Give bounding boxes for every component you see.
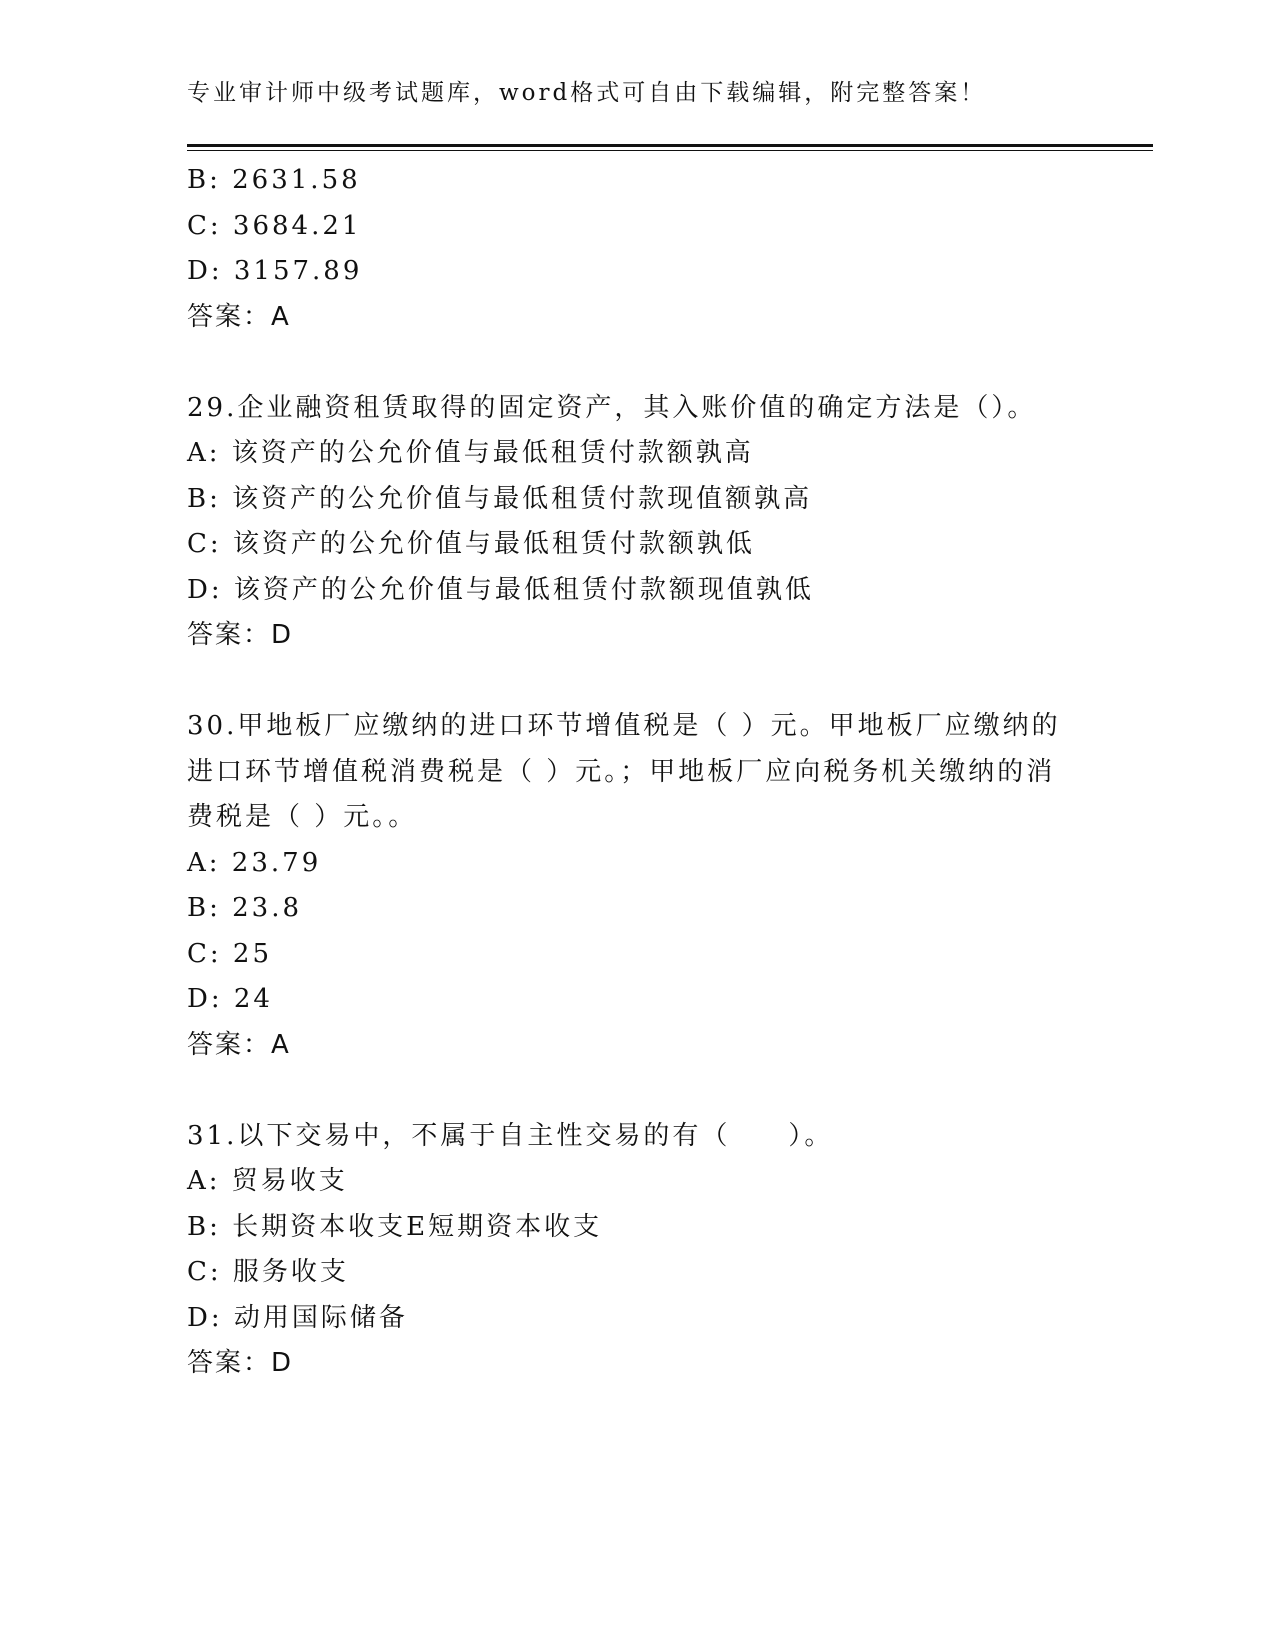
- question-stem: 31.以下交易中，不属于自主性交易的有（ ）。: [187, 1120, 834, 1151]
- spacer: [187, 1068, 1087, 1114]
- option-a: A: 贸易收支: [187, 1166, 348, 1196]
- spacer: [187, 659, 1087, 705]
- question-stem: 29.企业融资租赁取得的固定资产，其入账价值的确定方法是（）。: [187, 392, 1037, 423]
- question-stem-line-2: 进口环节增值税消费税是（ ）元。；甲地板厂应向税务机关缴纳的消: [187, 756, 1056, 787]
- option-d: D: 该资产的公允价值与最低租赁付款额现值孰低: [187, 574, 814, 605]
- option-d: D: 24: [187, 984, 273, 1014]
- option-c: C: 服务收支: [187, 1257, 349, 1287]
- option-d: D: 3157.89: [187, 256, 363, 286]
- answer-line: 答案：A: [187, 1029, 291, 1060]
- header-rule-thick: [187, 144, 1153, 147]
- option-c: C: 25: [187, 938, 273, 969]
- spacer: [187, 340, 1087, 386]
- answer-line: 答案：D: [187, 1348, 294, 1378]
- question-31: [187, 1114, 1087, 1387]
- answer-line: 答案：A: [187, 301, 291, 332]
- option-a: A: 该资产的公允价值与最低租赁付款额孰高: [187, 438, 754, 468]
- option-b: B: 23.8: [187, 893, 303, 923]
- option-c: C: 该资产的公允价值与最低租赁付款额孰低: [187, 529, 755, 559]
- option-b: B: 2631.58: [187, 165, 361, 195]
- question-stem-line-1: 30.甲地板厂应缴纳的进口环节增值税是（ ）元。甲地板厂应缴纳的: [187, 711, 1061, 741]
- option-b: B: 该资产的公允价值与最低租赁付款现值额孰高: [187, 483, 813, 514]
- question-stem-line-3: 费税是（ ）元。。: [187, 802, 418, 832]
- question-list: [187, 158, 1087, 1387]
- question-30: [187, 704, 1087, 1068]
- page-header: 专业审计师中级考试题库，word格式可自由下载编辑，附完整答案！: [187, 80, 987, 106]
- question-29: [187, 386, 1087, 659]
- option-a: A: 23.79: [187, 847, 322, 878]
- option-d: D: 动用国际储备: [187, 1302, 408, 1333]
- answer-line: 答案：D: [187, 620, 294, 650]
- question-28-continued: [187, 158, 1087, 340]
- option-c: C: 3684.21: [187, 210, 362, 241]
- option-b: B: 长期资本收支E短期资本收支: [187, 1211, 603, 1242]
- header-rule-thin: [187, 150, 1153, 151]
